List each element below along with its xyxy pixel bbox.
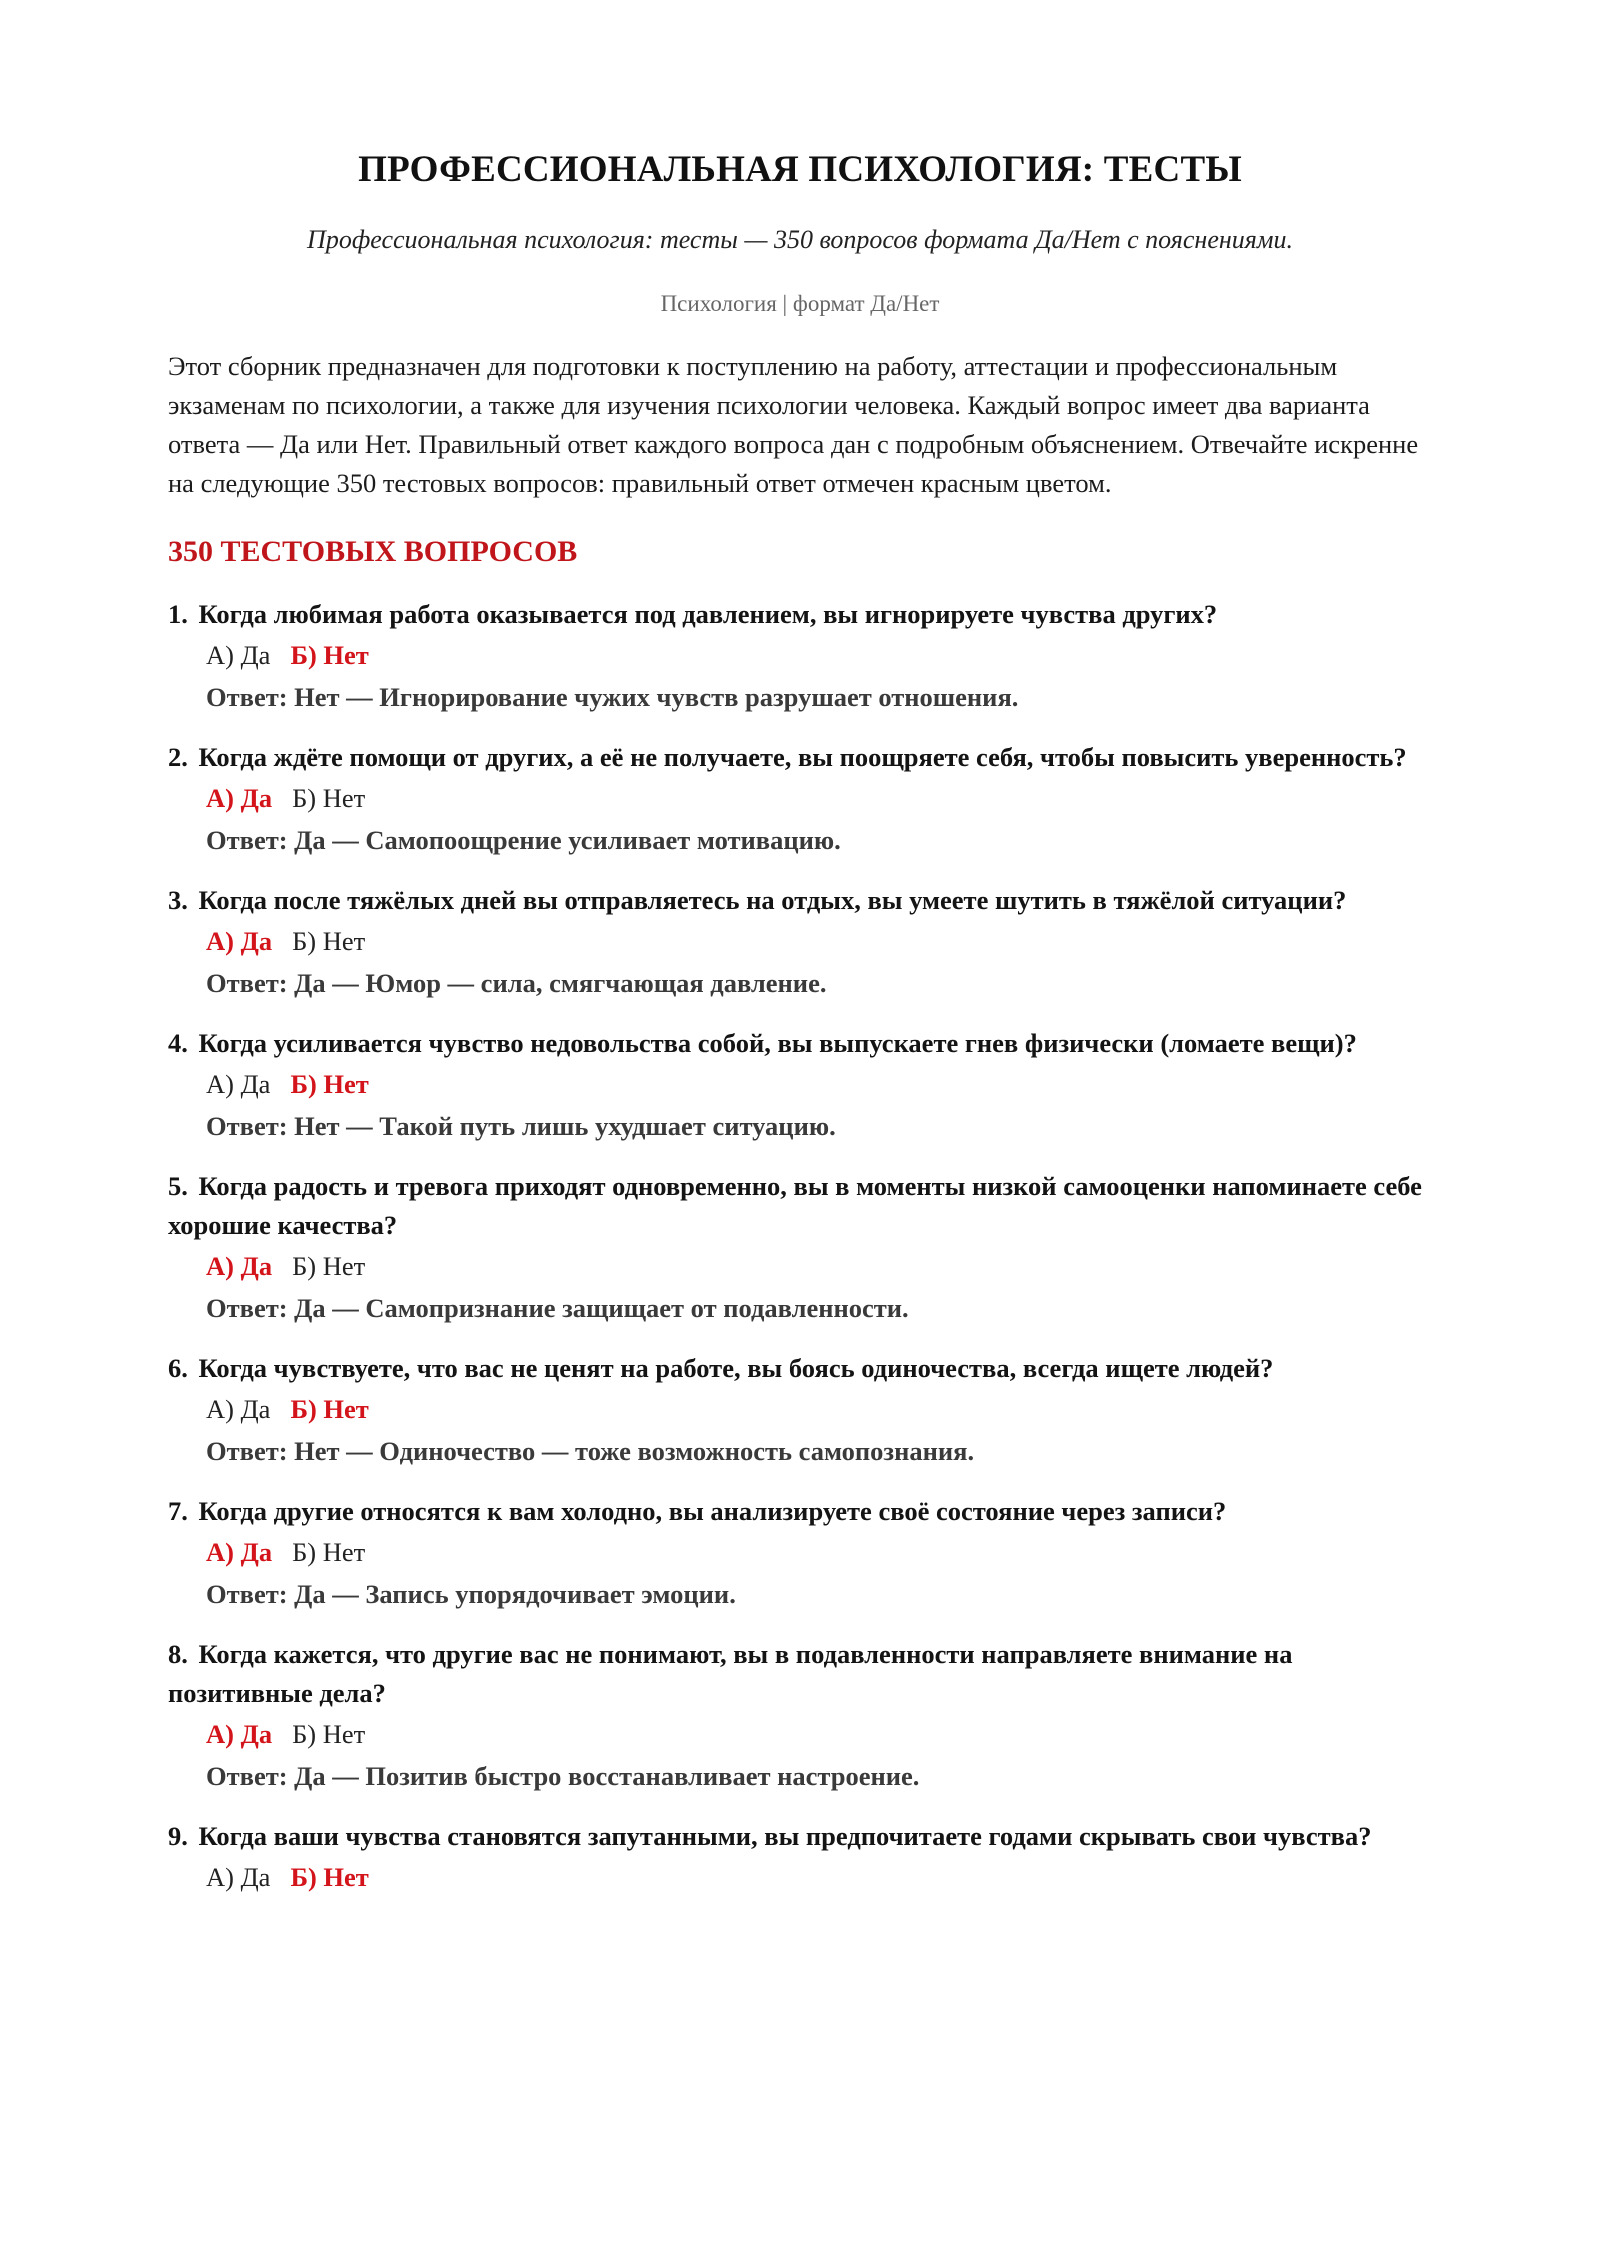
question-text xyxy=(168,1349,1432,1388)
question-number: 1. xyxy=(168,599,188,629)
answer-explanation: Ответ: Да — Самопризнание защищает от подавленности. xyxy=(206,1293,909,1323)
answer-options xyxy=(168,1531,1432,1573)
question-text xyxy=(168,1024,1432,1063)
question-number: 4. xyxy=(168,1028,188,1058)
question-text xyxy=(168,881,1432,920)
question-label: Когда чувствуете, что вас не ценят на работе, вы боясь одиночества, всегда ищете людей? xyxy=(198,1353,1274,1383)
question-item xyxy=(168,595,1432,718)
question-text xyxy=(168,1167,1432,1245)
question-number: 2. xyxy=(168,742,188,772)
question-text xyxy=(168,595,1432,634)
option-a: А) Да xyxy=(206,1719,273,1749)
answer-options xyxy=(168,1713,1432,1755)
question-label: Когда после тяжёлых дней вы отправляетесь на отдых, вы умеете шутить в тяжёлой ситуации? xyxy=(198,885,1347,915)
option-b: Б) Нет xyxy=(290,1394,369,1424)
option-a: А) Да xyxy=(206,1862,271,1892)
option-a: А) Да xyxy=(206,1537,273,1567)
question-item xyxy=(168,881,1432,1004)
option-b: Б) Нет xyxy=(292,1537,366,1567)
option-a: А) Да xyxy=(206,783,273,813)
question-label: Когда радость и тревога приходят одновременно, вы в моменты низкой самооценки напоминаете себе хорошие качества? xyxy=(168,1171,1422,1240)
question-number: 5. xyxy=(168,1171,188,1201)
option-a: А) Да xyxy=(206,1394,271,1424)
answer-options xyxy=(168,1856,1432,1898)
option-a: А) Да xyxy=(206,1069,271,1099)
option-b: Б) Нет xyxy=(290,640,369,670)
option-a: А) Да xyxy=(206,926,273,956)
answer-options xyxy=(168,777,1432,819)
answer-options xyxy=(168,634,1432,676)
answer-explanation: Ответ: Нет — Такой путь лишь ухудшает ситуацию. xyxy=(206,1111,836,1141)
document-subtitle: Профессиональная психология: тесты — 350 вопросов формата Да/Нет с пояснениями. xyxy=(307,225,1293,254)
answer-explanation: Ответ: Да — Позитив быстро восстанавливает настроение. xyxy=(206,1761,920,1791)
option-a: А) Да xyxy=(206,640,271,670)
question-list xyxy=(168,595,1432,1898)
question-number: 3. xyxy=(168,885,188,915)
question-number: 7. xyxy=(168,1496,188,1526)
intro-paragraph: Этот сборник предназначен для подготовки к поступлению на работу, аттестации и профессиональным экзаменам по психологии, а также для изучения психологии человека. Каждый вопрос имеет два варианта ответа — Да или Нет. Правильный ответ каждого вопроса дан с подробным объяснением. Отвечайте искренне на следующие 350 тестовых вопросов: правильный ответ отмечен красным цветом. xyxy=(168,351,1419,498)
question-item xyxy=(168,1167,1432,1329)
answer-explanation: Ответ: Нет — Игнорирование чужих чувств разрушает отношения. xyxy=(206,682,1019,712)
answer-explanation: Ответ: Да — Запись упорядочивает эмоции. xyxy=(206,1579,736,1609)
question-number: 8. xyxy=(168,1639,188,1669)
question-item xyxy=(168,1635,1432,1797)
answer-options xyxy=(168,920,1432,962)
question-item xyxy=(168,1492,1432,1615)
answer-options xyxy=(168,1063,1432,1105)
question-number: 9. xyxy=(168,1821,188,1851)
answer-explanation: Ответ: Да — Самопоощрение усиливает мотивацию. xyxy=(206,825,841,855)
question-label: Когда кажется, что другие вас не понимают, вы в подавленности направляете внимание на позитивные дела? xyxy=(168,1639,1293,1708)
question-text xyxy=(168,738,1432,777)
option-b: Б) Нет xyxy=(290,1862,369,1892)
question-label: Когда другие относятся к вам холодно, вы анализируете своё состояние через записи? xyxy=(198,1496,1227,1526)
answer-options xyxy=(168,1388,1432,1430)
option-b: Б) Нет xyxy=(290,1069,369,1099)
answer-explanation: Ответ: Нет — Одиночество — тоже возможность самопознания. xyxy=(206,1436,975,1466)
option-b: Б) Нет xyxy=(292,1719,366,1749)
question-item xyxy=(168,738,1432,861)
question-text xyxy=(168,1817,1432,1856)
option-b: Б) Нет xyxy=(292,1251,366,1281)
answer-explanation: Ответ: Да — Юмор — сила, смягчающая давление. xyxy=(206,968,827,998)
document-meta: Психология | формат Да/Нет xyxy=(660,291,940,316)
question-number: 6. xyxy=(168,1353,188,1383)
question-label: Когда ваши чувства становятся запутанными, вы предпочитаете годами скрывать свои чувства? xyxy=(198,1821,1372,1851)
question-text xyxy=(168,1635,1432,1713)
question-label: Когда любимая работа оказывается под давлением, вы игнорируете чувства других? xyxy=(198,599,1218,629)
option-a: А) Да xyxy=(206,1251,273,1281)
option-b: Б) Нет xyxy=(292,926,366,956)
question-label: Когда усиливается чувство недовольства собой, вы выпускаете гнев физически (ломаете вещи)? xyxy=(198,1028,1357,1058)
answer-options xyxy=(168,1245,1432,1287)
question-item xyxy=(168,1349,1432,1472)
question-text xyxy=(168,1492,1432,1531)
section-heading: 350 ТЕСТОВЫХ ВОПРОСОВ xyxy=(168,535,578,568)
question-item xyxy=(168,1024,1432,1147)
question-item xyxy=(168,1817,1432,1898)
document-title: ПРОФЕССИОНАЛЬНАЯ ПСИХОЛОГИЯ: ТЕСТЫ xyxy=(358,149,1242,190)
question-label: Когда ждёте помощи от других, а её не получаете, вы поощряете себя, чтобы повысить уверенность? xyxy=(198,742,1407,772)
option-b: Б) Нет xyxy=(292,783,366,813)
